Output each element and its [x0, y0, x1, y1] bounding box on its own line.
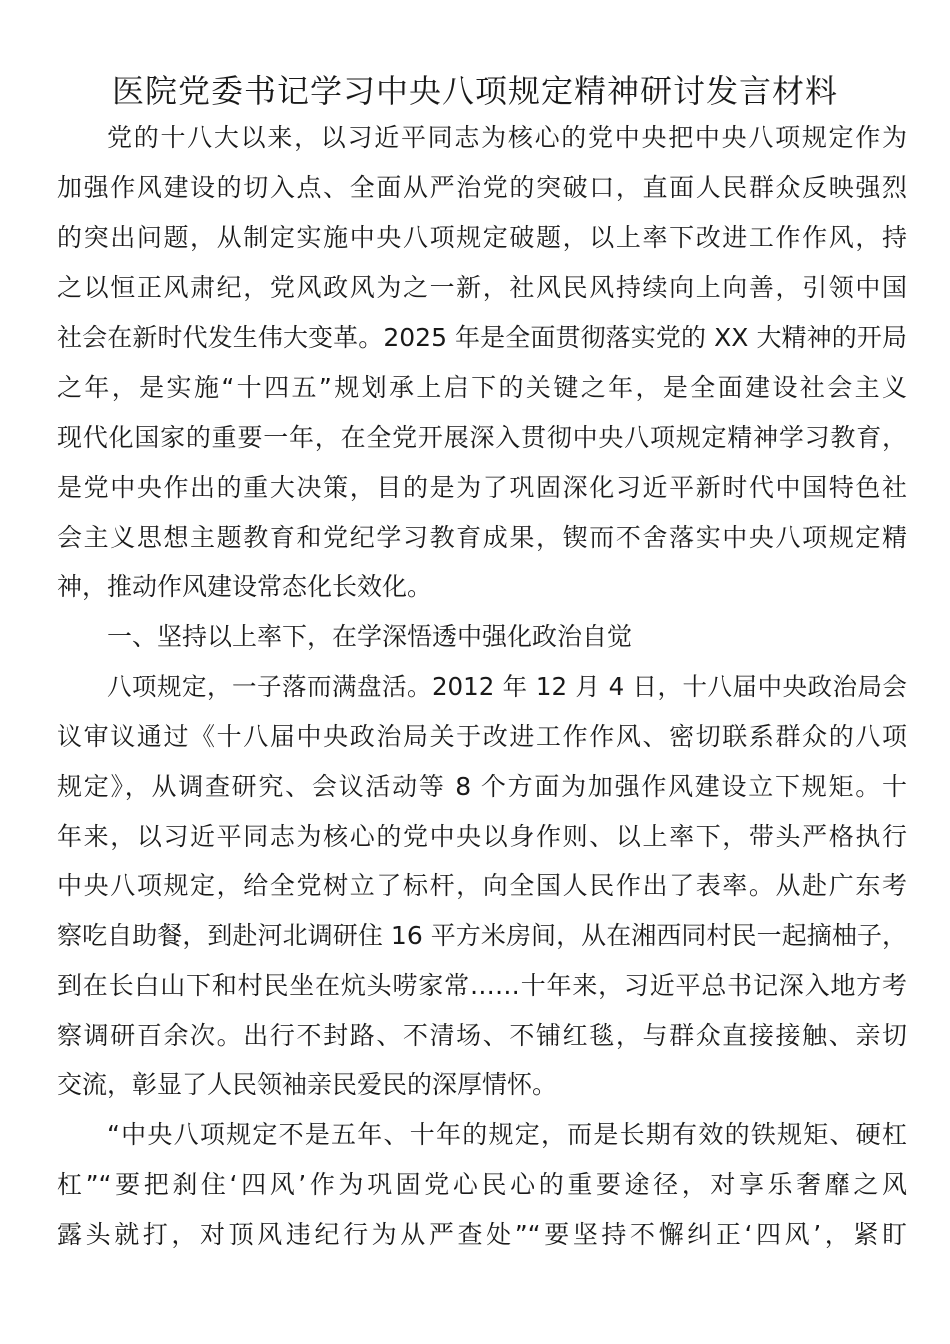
paragraph-line: 八项规定，一子落而满盘活。2012 年 12 月 4 日，十八届中央政治局会: [107, 672, 907, 701]
paragraph-line: 之年，是实施“十四五”规划承上启下的关键之年，是全面建设社会主义: [57, 373, 907, 402]
paragraph-line: 察吃自助餐，到赴河北调研住 16 平方米房间，从在湘西同村民一起摘柚子，: [57, 921, 907, 950]
paragraph-line: 党的十八大以来，以习近平同志为核心的党中央把中央八项规定作为: [107, 123, 907, 152]
paragraph-line: “中央八项规定不是五年、十年的规定，而是长期有效的铁规矩、硬杠: [107, 1120, 907, 1149]
paragraph-line: 杠”“要把刹住‘四风’作为巩固党心民心的重要途径，对享乐奢靡之风: [57, 1170, 907, 1199]
section-heading: 一、坚持以上率下，在学深悟透中强化政治自觉: [107, 622, 633, 651]
paragraph-line: 之以恒正风肃纪，党风政风为之一新，社风民风持续向上向善，引领中国: [57, 273, 907, 302]
paragraph-line: 是党中央作出的重大决策，目的是为了巩固深化习近平新时代中国特色社: [57, 473, 907, 502]
paragraph-line: 露头就打，对顶风违纪行为从严查处”“要坚持不懈纠正‘四风’，紧盯: [57, 1220, 907, 1249]
paragraph-line: 的突出问题，从制定实施中央八项规定破题，以上率下改进工作作风，持: [57, 223, 907, 252]
document-title: 医院党委书记学习中央八项规定精神研讨发言材料: [111, 72, 838, 110]
paragraph-line: 现代化国家的重要一年，在全党开展深入贯彻中央八项规定精神学习教育，: [57, 423, 907, 452]
paragraph-line: 察调研百余次。出行不封路、不清场、不铺红毯，与群众直接接触、亲切: [57, 1021, 907, 1050]
paragraph-line: 规定》，从调查研究、会议活动等 8 个方面为加强作风建设立下规矩。十: [57, 772, 907, 801]
paragraph-line: 加强作风建设的切入点、全面从严治党的突破口，直面人民群众反映强烈: [57, 173, 907, 202]
paragraph-line: 议审议通过《十八届中央政治局关于改进工作作风、密切联系群众的八项: [57, 722, 907, 751]
paragraph-line: 社会在新时代发生伟大变革。2025 年是全面贯彻落实党的 XX 大精神的开局: [57, 323, 907, 352]
paragraph-line: 中央八项规定，给全党树立了标杆，向全国人民作出了表率。从赴广东考: [57, 871, 907, 900]
paragraph-line: 神，推动作风建设常态化长效化。: [57, 572, 433, 601]
paragraph-line: 交流，彰显了人民领袖亲民爱民的深厚情怀。: [57, 1070, 558, 1099]
paragraph-line: 年来，以习近平同志为核心的党中央以身作则、以上率下，带头严格执行: [57, 822, 907, 851]
paragraph-line: 到在长白山下和村民坐在炕头唠家常……十年来，习近平总书记深入地方考: [57, 971, 907, 1000]
paragraph-line: 会主义思想主题教育和党纪学习教育成果，锲而不舍落实中央八项规定精: [57, 523, 907, 552]
